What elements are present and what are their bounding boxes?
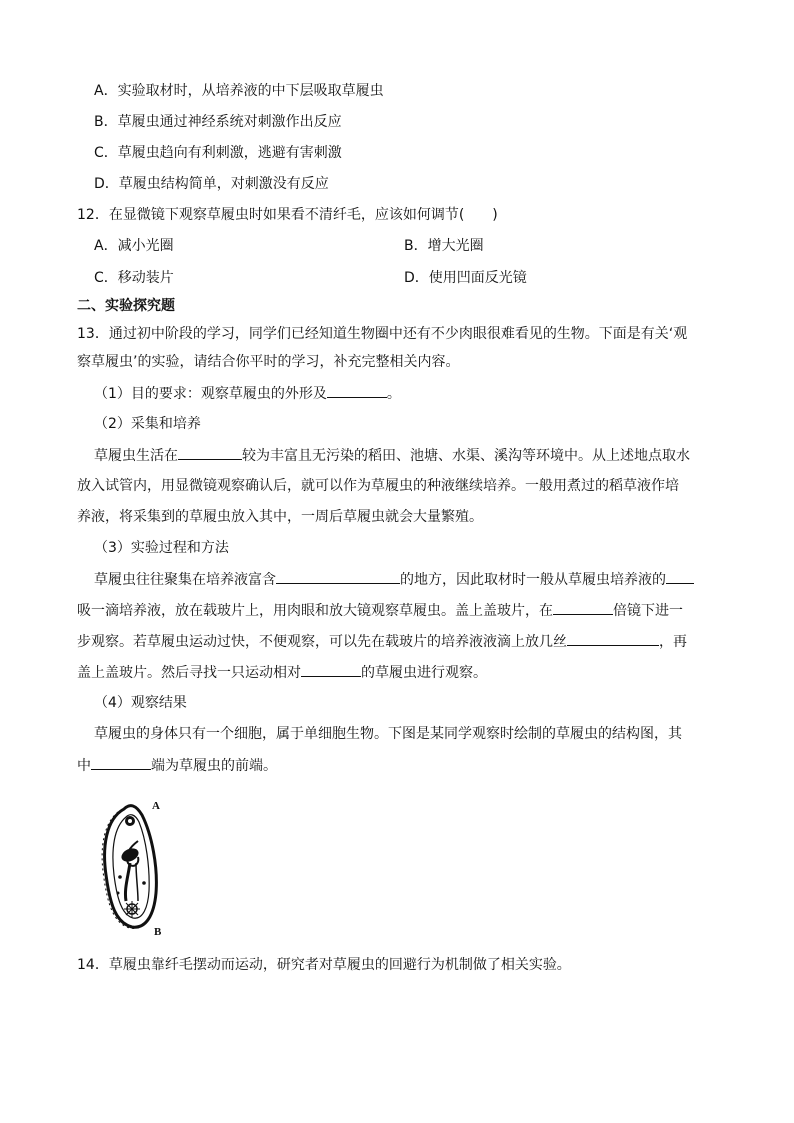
q13-part3-line2 — [77, 600, 683, 621]
q13-part3-heading: （3）实验过程和方法 — [94, 540, 229, 556]
part3-line1-a: 草履虫往往聚集在培养液富含 — [94, 572, 276, 588]
part4-line2-b: 端为草履虫的前端。 — [151, 758, 277, 774]
q13-part2-line2: 放入试管内，用显微镜观察确认后，就可以作为草履虫的种液继续培养。一般用煮过的稻草液作培 — [77, 478, 679, 494]
answer-blank[interactable] — [666, 569, 694, 584]
paramecium-drawing — [94, 797, 184, 937]
q11-option-a: A．实验取材时，从培养液的中下层吸取草履虫 — [94, 83, 384, 99]
q12-option-c: C．移动装片 — [94, 270, 174, 286]
q13-part4-heading: （4）观察结果 — [94, 695, 187, 711]
q13-part3-line1 — [94, 569, 694, 590]
q12-option-a: A．减小光圈 — [94, 238, 174, 254]
q11-option-d: D．草履虫结构简单，对刺激没有反应 — [94, 176, 329, 192]
q13-part2-heading: （2）采集和培养 — [94, 416, 201, 432]
figure-label-a: A — [152, 800, 160, 812]
answer-blank[interactable] — [178, 445, 242, 460]
q13-part3-line3 — [77, 631, 687, 652]
part3-line2-a: 吸一滴培养液，放在载玻片上，用肉眼和放大镜观察草履虫。盖上盖玻片，在 — [77, 603, 553, 619]
answer-blank[interactable] — [276, 569, 400, 584]
part3-line2-b: 倍镜下进一 — [613, 603, 683, 619]
q14-stem: 14．草履虫靠纤毛摆动而运动，研究者对草履虫的回避行为机制做了相关实验。 — [77, 957, 571, 973]
part3-line4-b: 的草履虫进行观察。 — [361, 665, 487, 681]
part1-text: （1）目的要求：观察草履虫的外形及 — [94, 386, 327, 402]
q13-part4-line1: 草履虫的身体只有一个细胞，属于单细胞生物。下图是某同学观察时绘制的草履虫的结构图，其 — [94, 726, 682, 742]
q12-stem: 12．在显微镜下观察草履虫时如果看不清纤毛，应该如何调节( ) — [77, 207, 498, 223]
q13-intro-line1: 13．通过初中阶段的学习，同学们已经知道生物圈中还有不少肉眼很难看见的生物。下面是有关‘观 — [77, 326, 688, 342]
part2-line1-a: 草履虫生活在 — [94, 448, 178, 464]
q11-option-b: B．草履虫通过神经系统对刺激作出反应 — [94, 114, 342, 130]
answer-blank[interactable] — [553, 600, 613, 615]
q11-option-c: C．草履虫趋向有利刺激，逃避有害刺激 — [94, 145, 342, 161]
answer-blank[interactable] — [91, 755, 151, 770]
part3-line1-b: 的地方，因此取材时一般从草履虫培养液的 — [400, 572, 666, 588]
answer-blank[interactable] — [567, 631, 659, 646]
answer-blank[interactable] — [301, 662, 361, 677]
answer-blank[interactable] — [327, 383, 387, 398]
q12-option-d: D．使用凹面反光镜 — [404, 270, 527, 286]
q13-part2-line3: 养液，将采集到的草履虫放入其中，一周后草履虫就会大量繁殖。 — [77, 509, 483, 525]
part3-line3-a: 步观察。若草履虫运动过快，不便观察，可以先在载玻片的培养液液滴上放几丝 — [77, 634, 567, 650]
q12-option-b: B．增大光圈 — [404, 238, 484, 254]
paramecium-figure — [94, 797, 184, 937]
part2-line1-b: 较为丰富且无污染的稻田、池塘、水渠、溪沟等环境中。从上述地点取水 — [242, 448, 690, 464]
q13-intro-line2: 察草履虫’的实验，请结合你平时的学习，补充完整相关内容。 — [77, 354, 460, 370]
q13-part2-line1 — [94, 445, 690, 466]
part4-line2-a: 中 — [77, 758, 91, 774]
section-title: 二、实验探究题 — [77, 298, 175, 314]
q13-part1 — [94, 383, 401, 404]
part1-tail: 。 — [386, 386, 401, 402]
q13-part3-line4 — [77, 662, 487, 683]
part3-line3-b: ，再 — [659, 634, 687, 650]
figure-label-b: B — [154, 926, 162, 937]
part3-line4-a: 盖上盖玻片。然后寻找一只运动相对 — [77, 665, 301, 681]
q13-part4-line2 — [77, 755, 277, 776]
